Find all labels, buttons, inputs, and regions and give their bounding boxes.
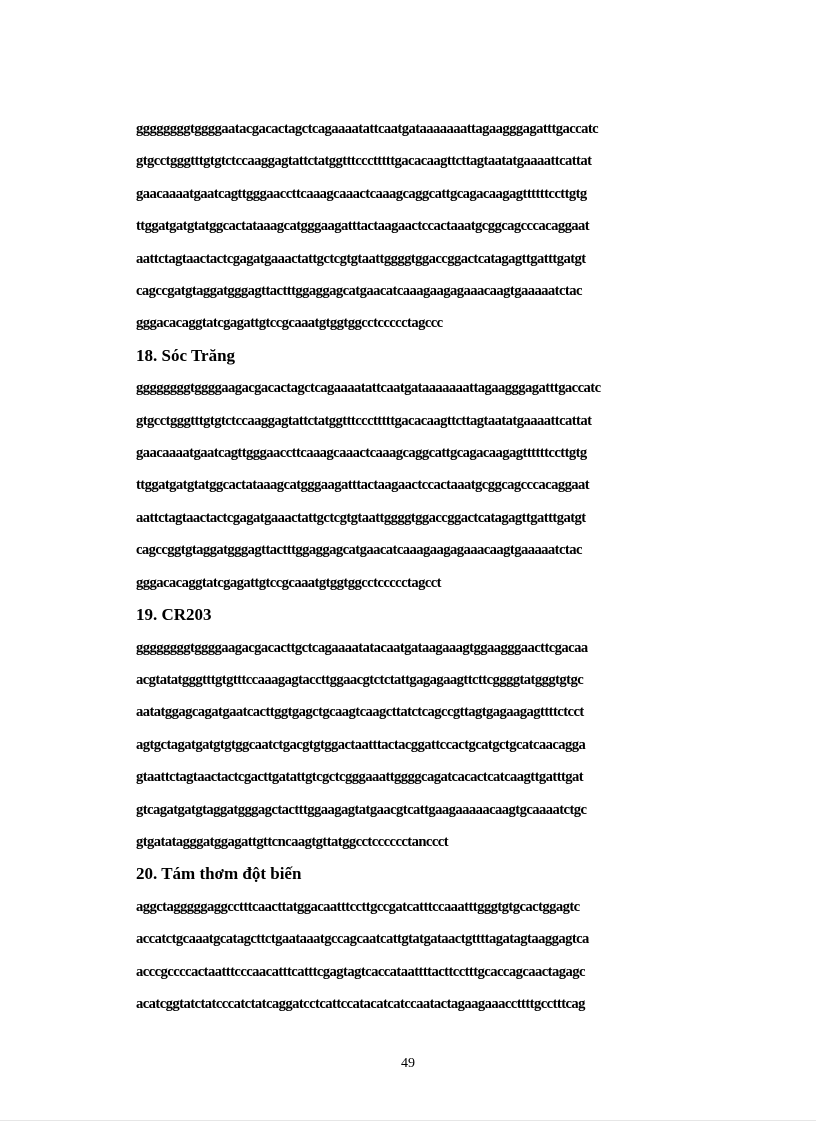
sequence-line: ggggggggtggggaatacgacactagctcagaaaatattcaatgataaaaaaattagaagggagatttgaccatc — [136, 121, 599, 137]
sequence-line: ggggggggtggggaagacgacactagctcagaaaatattcaatgataaaaaaattagaagggagatttgaccatc — [136, 380, 601, 397]
sequence-line: gtgcctgggtttgtgtctccaaggagtattctatggtttccctttttgacacaagttcttagtaatatgaaaattcattat — [136, 153, 592, 170]
sequence-line: ttggatgatgtatggcactataaagcatgggaagatttactaagaactccactaaatgcggcagcccacaggaat — [136, 218, 590, 235]
section-heading: 19. CR203 — [136, 605, 212, 625]
sequence-line: gaacaaaatgaatcagttgggaaccttcaaagcaaactcaaagcaggcattgcagacaagagttttttccttgtg — [136, 185, 587, 202]
section-heading: 18. Sóc Trăng — [136, 345, 236, 365]
sequence-line: gtaattctagtaactactcgacttgatattgtcgctcgggaaattggggcagatcacactcatcaagttgatttgat — [136, 769, 584, 786]
sequence-line: gtgatatagggatggagattgttcncaagtgttatggcctcccccctanccct — [136, 833, 449, 850]
sequence-line: agtgctagatgatgtgtggcaatctgacgtgtggactaatttactacggattccactgcatgctgcatcaacagga — [136, 736, 586, 753]
sequence-line: gtgcctgggtttgtgtctccaaggagtattctatggtttccctttttgacacaagttcttagtaatatgaaaattcattat — [136, 412, 592, 429]
sequence-line: gggacacaggtatcgagattgtccgcaaatgtggtggcctccccctagcct — [136, 574, 441, 591]
sequence-line: gggacacaggtatcgagattgtccgcaaatgtggtggcctccccctagccc — [136, 315, 443, 332]
sequence-line: aggctagggggaggcctttcaacttatggacaatttccttgccgatcatttccaaatttgggtgtgcactggagtc — [136, 898, 580, 915]
sequence-line: ttggatgatgtatggcactataaagcatgggaagatttactaagaactccactaaatgcggcagcccacaggaat — [136, 477, 590, 494]
section-heading: 20. Tám thơm đột biến — [136, 864, 302, 884]
sequence-line: cagccggtgtaggatgggagttactttggaggagcatgaacatcaaagaagagaaacaagtgaaaaatctac — [136, 542, 582, 559]
sequence-line: aatatggagcagatgaatcacttggtgagctgcaagtcaagcttatctcagccgttagtgagaagagttttctcct — [136, 704, 584, 721]
sequence-line: acgtatatgggtttgtgtttccaaagagtaccttggaacgtctctattgagagaagttcttcggggtatgggtgtgc — [136, 671, 584, 688]
sequence-line: cagccgatgtaggatgggagttactttggaggagcatgaacatcaaagaagagaaacaagtgaaaaatctac — [136, 283, 582, 300]
sequence-section — [136, 858, 740, 1020]
sequence-line: accatctgcaaatgcatagcttctgaataaatgccagcaatcattgtatgataactgttttagatagtaaggagtca — [136, 931, 589, 948]
sequence-section — [136, 340, 740, 599]
sequence-line: acatcggtatctatcccatctatcaggatcctcattccatacatcatccaatactagaagaaaccttttgcctttcag — [136, 995, 585, 1012]
sequence-line: gtcagatgatgtaggatgggagctactttggaagagtatgaacgtcattgaagaaaaacaagtgcaaaatctgc — [136, 801, 587, 818]
sequence-section — [136, 599, 740, 858]
sequence-listing — [136, 113, 740, 1020]
sequence-line: gaacaaaatgaatcagttgggaaccttcaaagcaaactcaaagcaggcattgcagacaagagttttttccttgtg — [136, 445, 587, 462]
sequence-line: aattctagtaactactcgagatgaaactattgctcgtgtaattggggtggaccggactcatagagttgatttgatgt — [136, 509, 586, 526]
page-bottom-divider — [0, 1120, 816, 1121]
sequence-line: aattctagtaactactcgagatgaaactattgctcgtgtaattggggtggaccggactcatagagttgatttgatgt — [136, 250, 586, 267]
page-number: 49 — [401, 1056, 415, 1071]
sequence-line: acccgccccactaatttcccaacatttcatttcgagtagtcaccataattttacttcctttgcaccagcaactagagc — [136, 963, 585, 980]
sequence-line: ggggggggtggggaagacgacacttgctcagaaaatatacaatgataagaaagtggaagggaacttcgacaa — [136, 639, 588, 656]
sequence-section — [136, 113, 740, 340]
